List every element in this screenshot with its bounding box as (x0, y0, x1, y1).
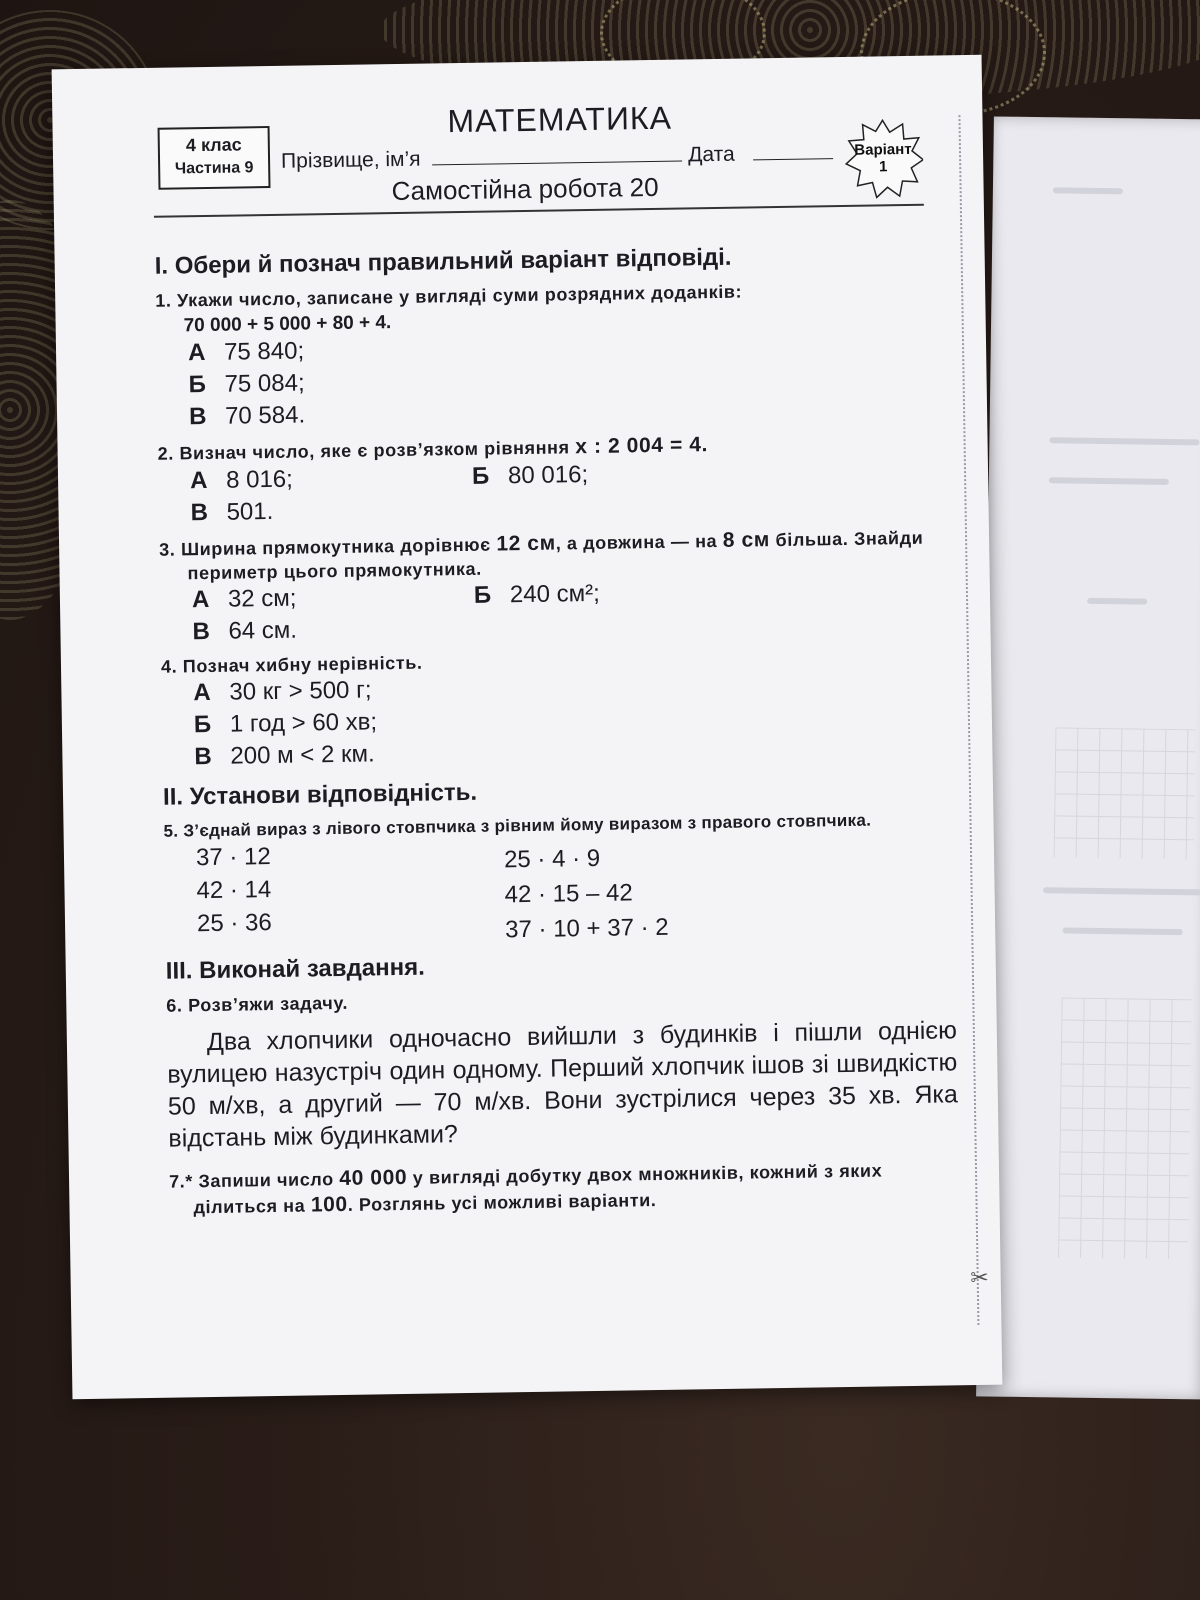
faded-text (1087, 598, 1147, 605)
option-letter: А (187, 339, 206, 367)
faded-text (1043, 887, 1200, 895)
option-value: 501. (226, 497, 274, 526)
option-letter: В (194, 742, 212, 771)
grid-paper (1058, 997, 1192, 1259)
option-value: 70 584. (224, 401, 306, 430)
option-letter: А (189, 466, 208, 495)
section-2-heading: ІІ. Установи відповідність. (162, 778, 478, 811)
task-7-part-c: . Розглянь усі можливі варіанти. (347, 1190, 657, 1215)
task-6-problem: Два хлопчики одночасно вийшли з будинків і пішли однією вулицею назустріч один одному. Перший хлопчик ішов зі швидкістю 50 м/хв, а другий — 70 м/хв. Вони зустрілися через 35 хв. Яка відстань між будинками? (167, 1016, 959, 1153)
option-value: 1 год > 60 хв; (229, 708, 378, 738)
worksheet-header (52, 95, 982, 207)
grid-paper (1054, 727, 1196, 859)
option-letter: Б (188, 371, 207, 399)
scissors-icon: ✂ (970, 1264, 989, 1291)
faded-text (1063, 927, 1183, 935)
option-letter: В (190, 498, 209, 527)
option-value: 75 084; (224, 369, 305, 398)
task-1-text: 1. Укажи число, записане у вигляді суми розрядних доданків: (155, 281, 743, 311)
date-label: Дата (688, 142, 735, 167)
task-7-part-a: Запиши число (198, 1169, 334, 1192)
task-2-option-a[interactable] (190, 461, 440, 497)
perforation-line (958, 115, 979, 1325)
task-6-text: 6. Розв’яжи задачу. (166, 992, 349, 1016)
left-expression[interactable]: 42 · 14 (196, 876, 272, 905)
left-expression[interactable]: 37 · 12 (195, 843, 271, 872)
left-column (196, 840, 272, 940)
subject-title: МАТЕМАТИКА (447, 99, 673, 140)
task-2-equation: x : 2 004 = 4. (575, 433, 709, 459)
task-3-part-a: 3. Ширина прямокутника дорівнює (159, 534, 491, 560)
option-value: 240 см²; (509, 579, 600, 609)
left-expression[interactable]: 25 · 36 (196, 909, 272, 938)
right-expression[interactable]: 25 · 4 · 9 (503, 844, 601, 874)
option-value: 200 м < 2 км. (230, 740, 375, 770)
task-7-part-b: у вигляді добутку двох множників, кожний з яких ділиться на (193, 1160, 883, 1218)
right-column (504, 840, 669, 948)
variant-badge (842, 118, 923, 199)
faded-text (1049, 477, 1169, 485)
section-1-heading: І. Обери й познач правильний варіант відповіді. (154, 243, 732, 280)
section-3-heading: ІІІ. Виконай завдання. (165, 953, 425, 985)
work-title: Самостійна робота 20 (391, 171, 659, 207)
task-4-text: 4. Познач хибну нерівність. (160, 652, 423, 677)
task-7-label: 7.* (168, 1171, 194, 1192)
task-1-expression: 70 000 + 5 000 + 80 + 4. (183, 312, 392, 337)
task-5-matching (164, 829, 956, 947)
option-value: 30 кг > 500 г; (229, 676, 372, 706)
option-letter: В (188, 402, 207, 431)
task-3-option-b[interactable] (474, 576, 724, 612)
adjacent-page (976, 116, 1200, 1399)
task-3-diff: 8 см (722, 528, 771, 552)
option-value: 75 840; (223, 337, 305, 366)
option-letter: В (192, 617, 211, 646)
task-5-text: 5. З’єднай вираз з лівого стовпчика з рівним йому виразом з правого стовпчика. (163, 810, 872, 841)
worksheet-page (52, 55, 1003, 1399)
option-letter: Б (471, 462, 490, 490)
variant-number: 1 (878, 158, 888, 176)
task-7-divisor: 100 (310, 1192, 348, 1217)
part-label: Частина 9 (174, 159, 254, 178)
grade-box (158, 126, 271, 190)
header-divider (154, 204, 924, 218)
variant-label: Варіант (854, 140, 912, 159)
option-value: 32 см; (227, 584, 297, 613)
name-date-line (281, 141, 833, 174)
option-letter: А (191, 585, 210, 614)
task-7-text (169, 1156, 960, 1220)
right-expression[interactable]: 42 · 15 – 42 (504, 879, 633, 909)
right-expression[interactable]: 37 · 10 + 37 · 2 (504, 913, 669, 944)
task-7-number: 40 000 (339, 1165, 408, 1191)
option-value: 64 см. (228, 616, 298, 645)
task-3-part-c: більша. Знайди (775, 527, 924, 551)
name-label: Прізвище, ім’я (280, 147, 421, 173)
task-2-option-b[interactable] (472, 457, 722, 493)
faded-text (1053, 187, 1123, 194)
task-3-width: 12 см (496, 531, 556, 556)
option-letter: Б (193, 710, 212, 739)
faded-text (1049, 437, 1199, 445)
option-letter: А (193, 678, 211, 707)
date-field[interactable] (752, 142, 832, 160)
task-2-question: 2. Визнач число, яке є розв’язком рівняння (157, 437, 570, 464)
task-3-text-cont: периметр цього прямокутника. (187, 558, 482, 584)
name-field[interactable] (432, 144, 682, 165)
worksheet-content (154, 230, 959, 1220)
task-3-option-a[interactable] (192, 580, 442, 616)
option-value: 8 016; (225, 465, 294, 494)
task-3-part-b: , а довжина — на (555, 530, 718, 554)
option-value: 80 016; (507, 461, 589, 490)
option-letter: Б (473, 581, 492, 609)
grade-label: 4 клас (185, 134, 242, 156)
